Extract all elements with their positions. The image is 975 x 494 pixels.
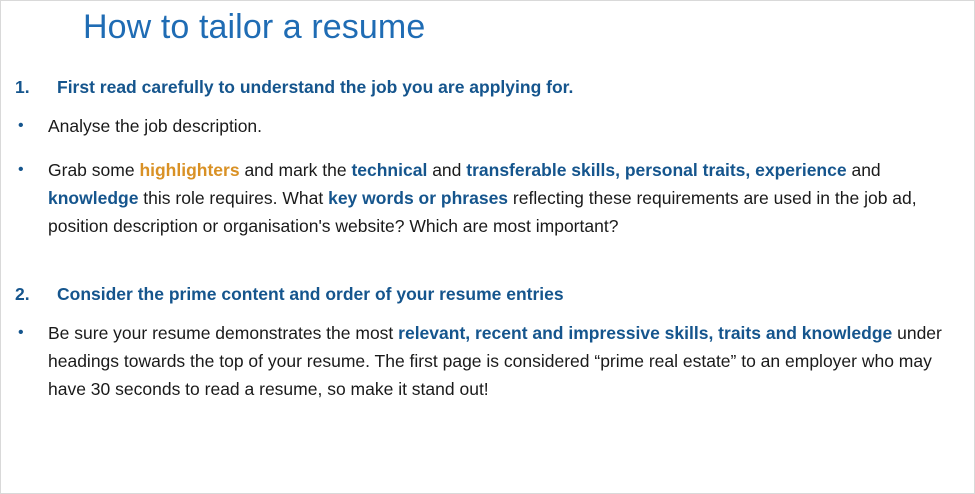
- bullet-icon: •: [18, 161, 24, 178]
- section-heading-text-2: Consider the prime content and order of your resume entries: [57, 284, 564, 304]
- bullet-icon: •: [18, 117, 24, 134]
- section-heading-text-1: First read carefully to understand the job you are applying for.: [57, 77, 574, 97]
- section-number-1: 1.: [15, 77, 30, 97]
- section-heading-2: [15, 284, 967, 305]
- section-heading-1: [15, 77, 967, 98]
- list-item: [15, 319, 967, 403]
- slide-content: [15, 77, 967, 419]
- list-item: [15, 156, 967, 240]
- list-item: [15, 112, 967, 140]
- bullet-text: Be sure your resume demonstrates the most relevant, recent and impressive skills, traits and knowledge under headings towards the top of your resume. The first page is considered “prime real estate” to an employer who may have 30 seconds to read a resume, so make it stand out!: [48, 323, 942, 399]
- bullet-icon: •: [18, 324, 24, 341]
- section-number-2: 2.: [15, 284, 30, 304]
- bullet-text: Grab some highlighters and mark the technical and transferable skills, personal traits, experience and knowledge this role requires. What key words or phrases reflecting these requirements are used in the job ad, position description or organisation's website? Which are most important?: [48, 160, 917, 236]
- bullet-text: Analyse the job description.: [48, 116, 263, 136]
- section-spacer: [15, 256, 967, 284]
- page-title: How to tailor a resume: [83, 8, 426, 46]
